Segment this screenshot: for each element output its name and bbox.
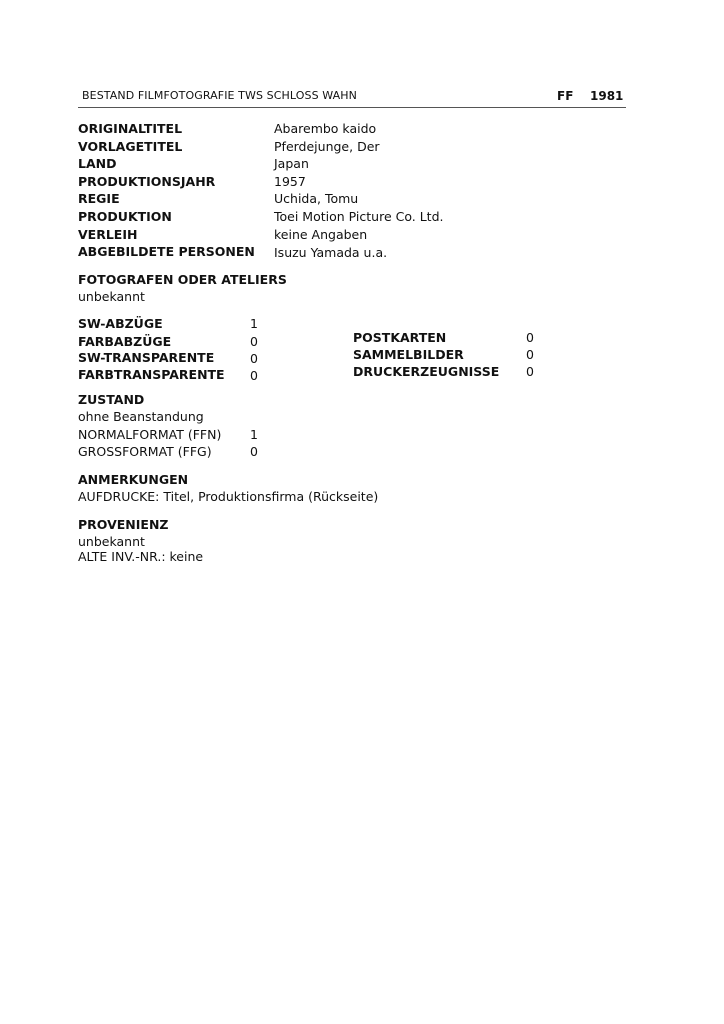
count-label-sw-abzuege: SW-ABZÜGE (78, 316, 163, 331)
field-value-vorlagetitel: Pferdejunge, Der (274, 139, 380, 154)
field-value-produktion: Toei Motion Picture Co. Ltd. (274, 209, 444, 224)
field-label-abgebildete-personen: ABGEBILDETE PERSONEN (78, 244, 255, 259)
count-label-farbabzuege: FARBABZÜGE (78, 334, 172, 349)
condition-status: ohne Beanstandung (78, 409, 204, 424)
field-value-produktionsjahr: 1957 (274, 174, 306, 189)
photographers-value: unbekannt (78, 289, 145, 304)
field-label-produktionsjahr: PRODUKTIONSJAHR (78, 174, 216, 189)
remarks-text: AUFDRUCKE: Titel, Produktionsfirma (Rückseite) (78, 489, 379, 504)
field-label-produktion: PRODUKTION (78, 209, 172, 224)
archive-title: BESTAND FILMFOTOGRAFIE TWS SCHLOSS WAHN (82, 89, 357, 102)
field-value-originaltitel: Abarembo kaido (274, 121, 377, 136)
provenance-heading: PROVENIENZ (78, 517, 169, 532)
record-number: 1981 (590, 89, 624, 103)
count-value-postkarten: 0 (526, 330, 534, 345)
field-value-land: Japan (274, 156, 309, 171)
count-value-sw-transparente: 0 (250, 351, 258, 366)
field-value-abgebildete-personen: Isuzu Yamada u.a. (274, 245, 388, 260)
format-label-grossformat: GROSSFORMAT (FFG) (78, 444, 212, 459)
condition-heading: ZUSTAND (78, 392, 145, 407)
count-value-sammelbilder: 0 (526, 347, 534, 362)
old-inventory-number: ALTE INV.-NR.: keine (78, 549, 204, 564)
count-value-druckerzeugnisse: 0 (526, 364, 534, 379)
count-value-farbtransparente: 0 (250, 368, 258, 383)
field-value-verleih: keine Angaben (274, 227, 368, 242)
count-value-farbabzuege: 0 (250, 334, 258, 349)
photographers-heading: FOTOGRAFEN ODER ATELIERS (78, 272, 287, 287)
count-label-sammelbilder: SAMMELBILDER (353, 347, 464, 362)
provenance-value: unbekannt (78, 534, 145, 549)
count-label-druckerzeugnisse: DRUCKERZEUGNISSE (353, 364, 500, 379)
format-value-grossformat: 0 (250, 444, 258, 459)
field-label-vorlagetitel: VORLAGETITEL (78, 139, 183, 154)
field-label-originaltitel: ORIGINALTITEL (78, 121, 183, 136)
field-label-regie: REGIE (78, 191, 120, 206)
count-value-sw-abzuege: 1 (250, 316, 258, 331)
field-label-land: LAND (78, 156, 117, 171)
format-label-normalformat: NORMALFORMAT (FFN) (78, 427, 222, 442)
collection-code: FF (557, 89, 574, 103)
field-label-verleih: VERLEIH (78, 227, 138, 242)
field-value-regie: Uchida, Tomu (274, 191, 359, 206)
remarks-heading: ANMERKUNGEN (78, 472, 189, 487)
count-label-postkarten: POSTKARTEN (353, 330, 447, 345)
count-label-sw-transparente: SW-TRANSPARENTE (78, 350, 215, 365)
format-value-normalformat: 1 (250, 427, 258, 442)
header-divider (78, 107, 626, 108)
count-label-farbtransparente: FARBTRANSPARENTE (78, 367, 225, 382)
